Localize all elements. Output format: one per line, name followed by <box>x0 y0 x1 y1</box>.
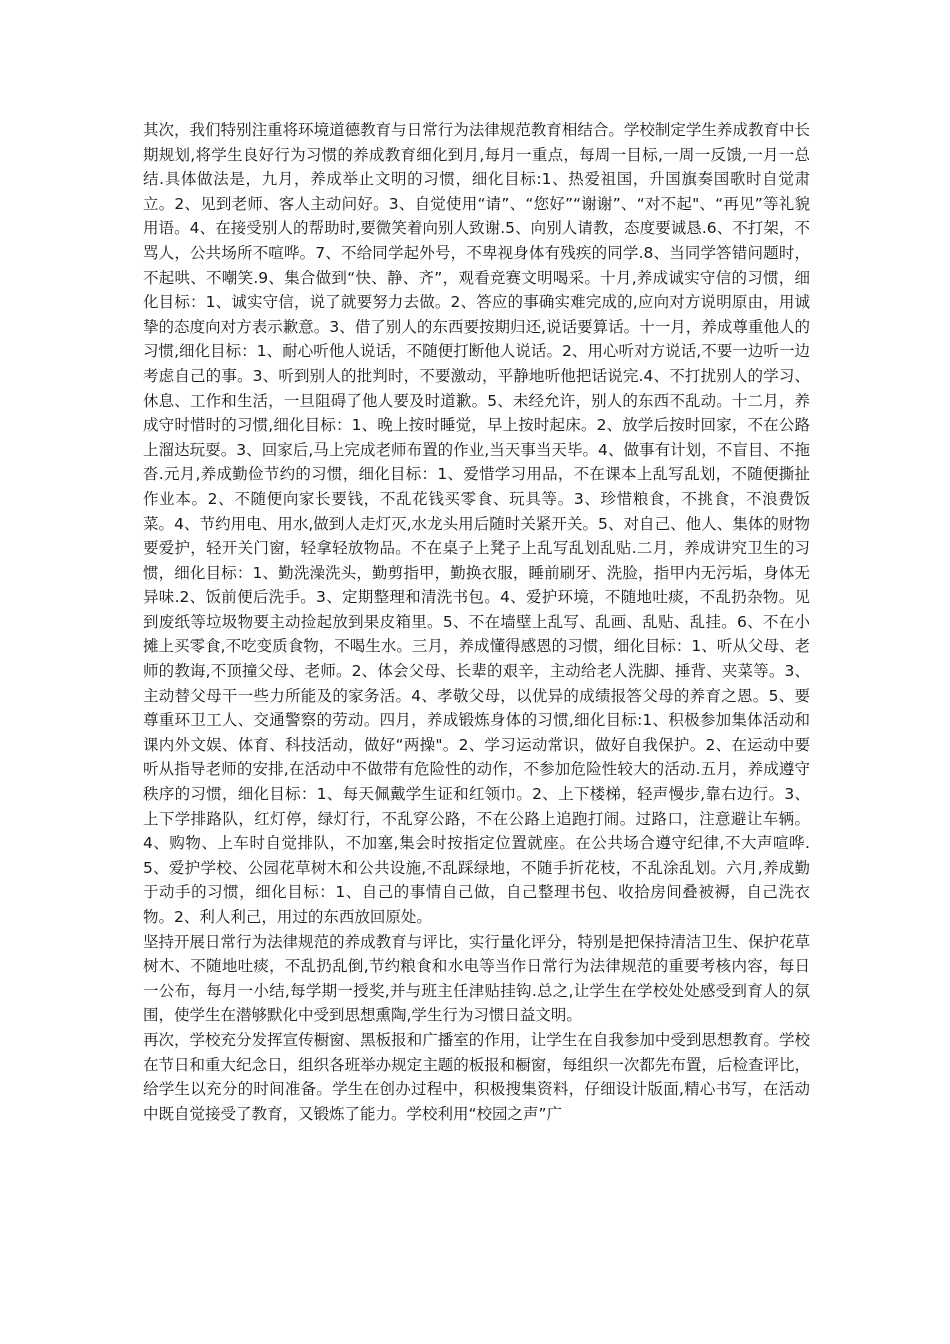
document-body <box>143 118 810 1126</box>
paragraph-publicity: 再次，学校充分发挥宣传橱窗、黑板报和广播室的作用，让学生在自我参加中受到思想教育。学校在节日和重大纪念日，组织各班举办规定主题的板报和橱窗，每组织一次都先布置，后检查评比，给学生以充分的时间准备。学生在创办过程中，积极搜集资料，仔细设计版面,精心书写，在活动中既自觉接受了教育，又锻炼了能力。学校利用“校园之声”广 <box>143 1030 810 1123</box>
paragraph-behavior-habits: 其次，我们特别注重将环境道德教育与日常行为法律规范教育相结合。学校制定学生养成教育中长期规划,将学生良好行为习惯的养成教育细化到月,每月一重点，每周一目标,一周一反馈,一月一总结.具体做法是，九月，养成举止文明的习惯，细化目标:1、热爱祖国，升国旗奏国歌时自觉肃立。2、见到老师、客人主动问好。3、自觉使用“请”、“您好”“谢谢”、“对不起"、“再见”等礼貌用语。4、在接受别人的帮助时,要微笑着向别人致谢.5、向别人请教，态度要诚恳.6、不打架，不骂人，公共场所不喧哗。7、不给同学起外号，不卑视身体有残疾的同学.8、当同学答错问题时，不起哄、不嘲笑.9、集合做到“快、静、齐”，观看竞赛文明喝采。十月,养成诚实守信的习惯，细化目标：1、诚实守信，说了就要努力去做。2、答应的事确实难完成的,应向对方说明原由，用诚挚的态度向对方表示歉意。3、借了别人的东西要按期归还,说话要算话。十一月，养成尊重他人的习惯,细化目标：1、耐心听他人说话，不随便打断他人说话。2、用心听对方说话,不要一边听一边考虑自己的事。3、听到别人的批判时，不要激动，平静地听他把话说完.4、不打扰别人的学习、休息、工作和生活，一旦阻碍了他人要及时道歉。5、未经允许，别人的东西不乱动。十二月，养成守时惜时的习惯,细化目标：1、晚上按时睡觉，早上按时起床。2、放学后按时回家，不在公路上溜达玩耍。3、回家后,马上完成老师布置的作业,当天事当天毕。4、做事有计划，不盲目、不拖沓.元月,养成勤俭节约的习惯，细化目标：1、爱惜学习用品，不在课本上乱写乱划，不随便撕扯作业本。2、不随便向家长要钱，不乱花钱买零食、玩具等。3、珍惜粮食，不挑食，不浪费饭菜。4、节约用电、用水,做到人走灯灭,水龙头用后随时关紧开关。5、对自己、他人、集体的财物要爱护，轻开关门窗，轻拿轻放物品。不在桌子上凳子上乱写乱划乱贴.二月，养成讲究卫生的习惯，细化目标：1、勤洗澡洗头，勤剪指甲，勤换衣服，睡前刷牙、洗脸，指甲内无污垢，身体无异味.2、饭前便后洗手。3、定期整理和清洗书包。4、爱护环境，不随地吐痰，不乱扔杂物。见到废纸等垃圾物要主动捡起放到果皮箱里。5、不在墙壁上乱写、乱画、乱贴、乱挂。6、不在小摊上买零食,不吃变质食物，不喝生水。三月，养成懂得感恩的习惯，细化目标：1、听从父母、老师的教诲,不顶撞父母、老师。2、体会父母、长辈的艰辛，主动给老人洗脚、捶背、夹菜等。3、主动替父母干一些力所能及的家务活。4、孝敬父母，以优异的成绩报答父母的养育之恩。5、要尊重环卫工人、交通警察的劳动。四月，养成锻炼身体的习惯,细化目标:1、积极参加集体活动和课内外文娱、体育、科技活动，做好“两操"。2、学习运动常识，做好自我保护。2、在运动中要听从指导老师的安排,在活动中不做带有危险性的动作，不参加危险性较大的活动.五月，养成遵守秩序的习惯，细化目标：1、每天佩戴学生证和红领巾。2、上下楼梯，轻声慢步,靠右边行。3、上下学排路队，红灯停，绿灯行，不乱穿公路，不在公路上追跑打闹。过路口，注意避让车辆。4、购物、上车时自觉排队，不加塞,集会时按指定位置就座。在公共场合遵守纪律,不大声喧哗.5、爱护学校、公园花草树木和公共设施,不乱踩绿地，不随手折花枝，不乱涂乱划。六月,养成勤于动手的习惯，细化目标：1、自己的事情自己做，自己整理书包、收拾房间叠被褥，自己洗衣物。2、利人利己，用过的东西放回原处。 <box>143 121 810 926</box>
paragraph-evaluation: 坚持开展日常行为法律规范的养成教育与评比，实行量化评分，特别是把保持清洁卫生、保护花草树木、不随地吐痰，不乱扔乱倒,节约粮食和水电等当作日常行为法律规范的重要考核内容，每日一公布，每月一小结,每学期一授奖,并与班主任津贴挂钩.总之,让学生在学校处处感受到育人的氛围，使学生在潜够默化中受到思想熏陶,学生行为习惯日益文明。 <box>143 932 810 1025</box>
